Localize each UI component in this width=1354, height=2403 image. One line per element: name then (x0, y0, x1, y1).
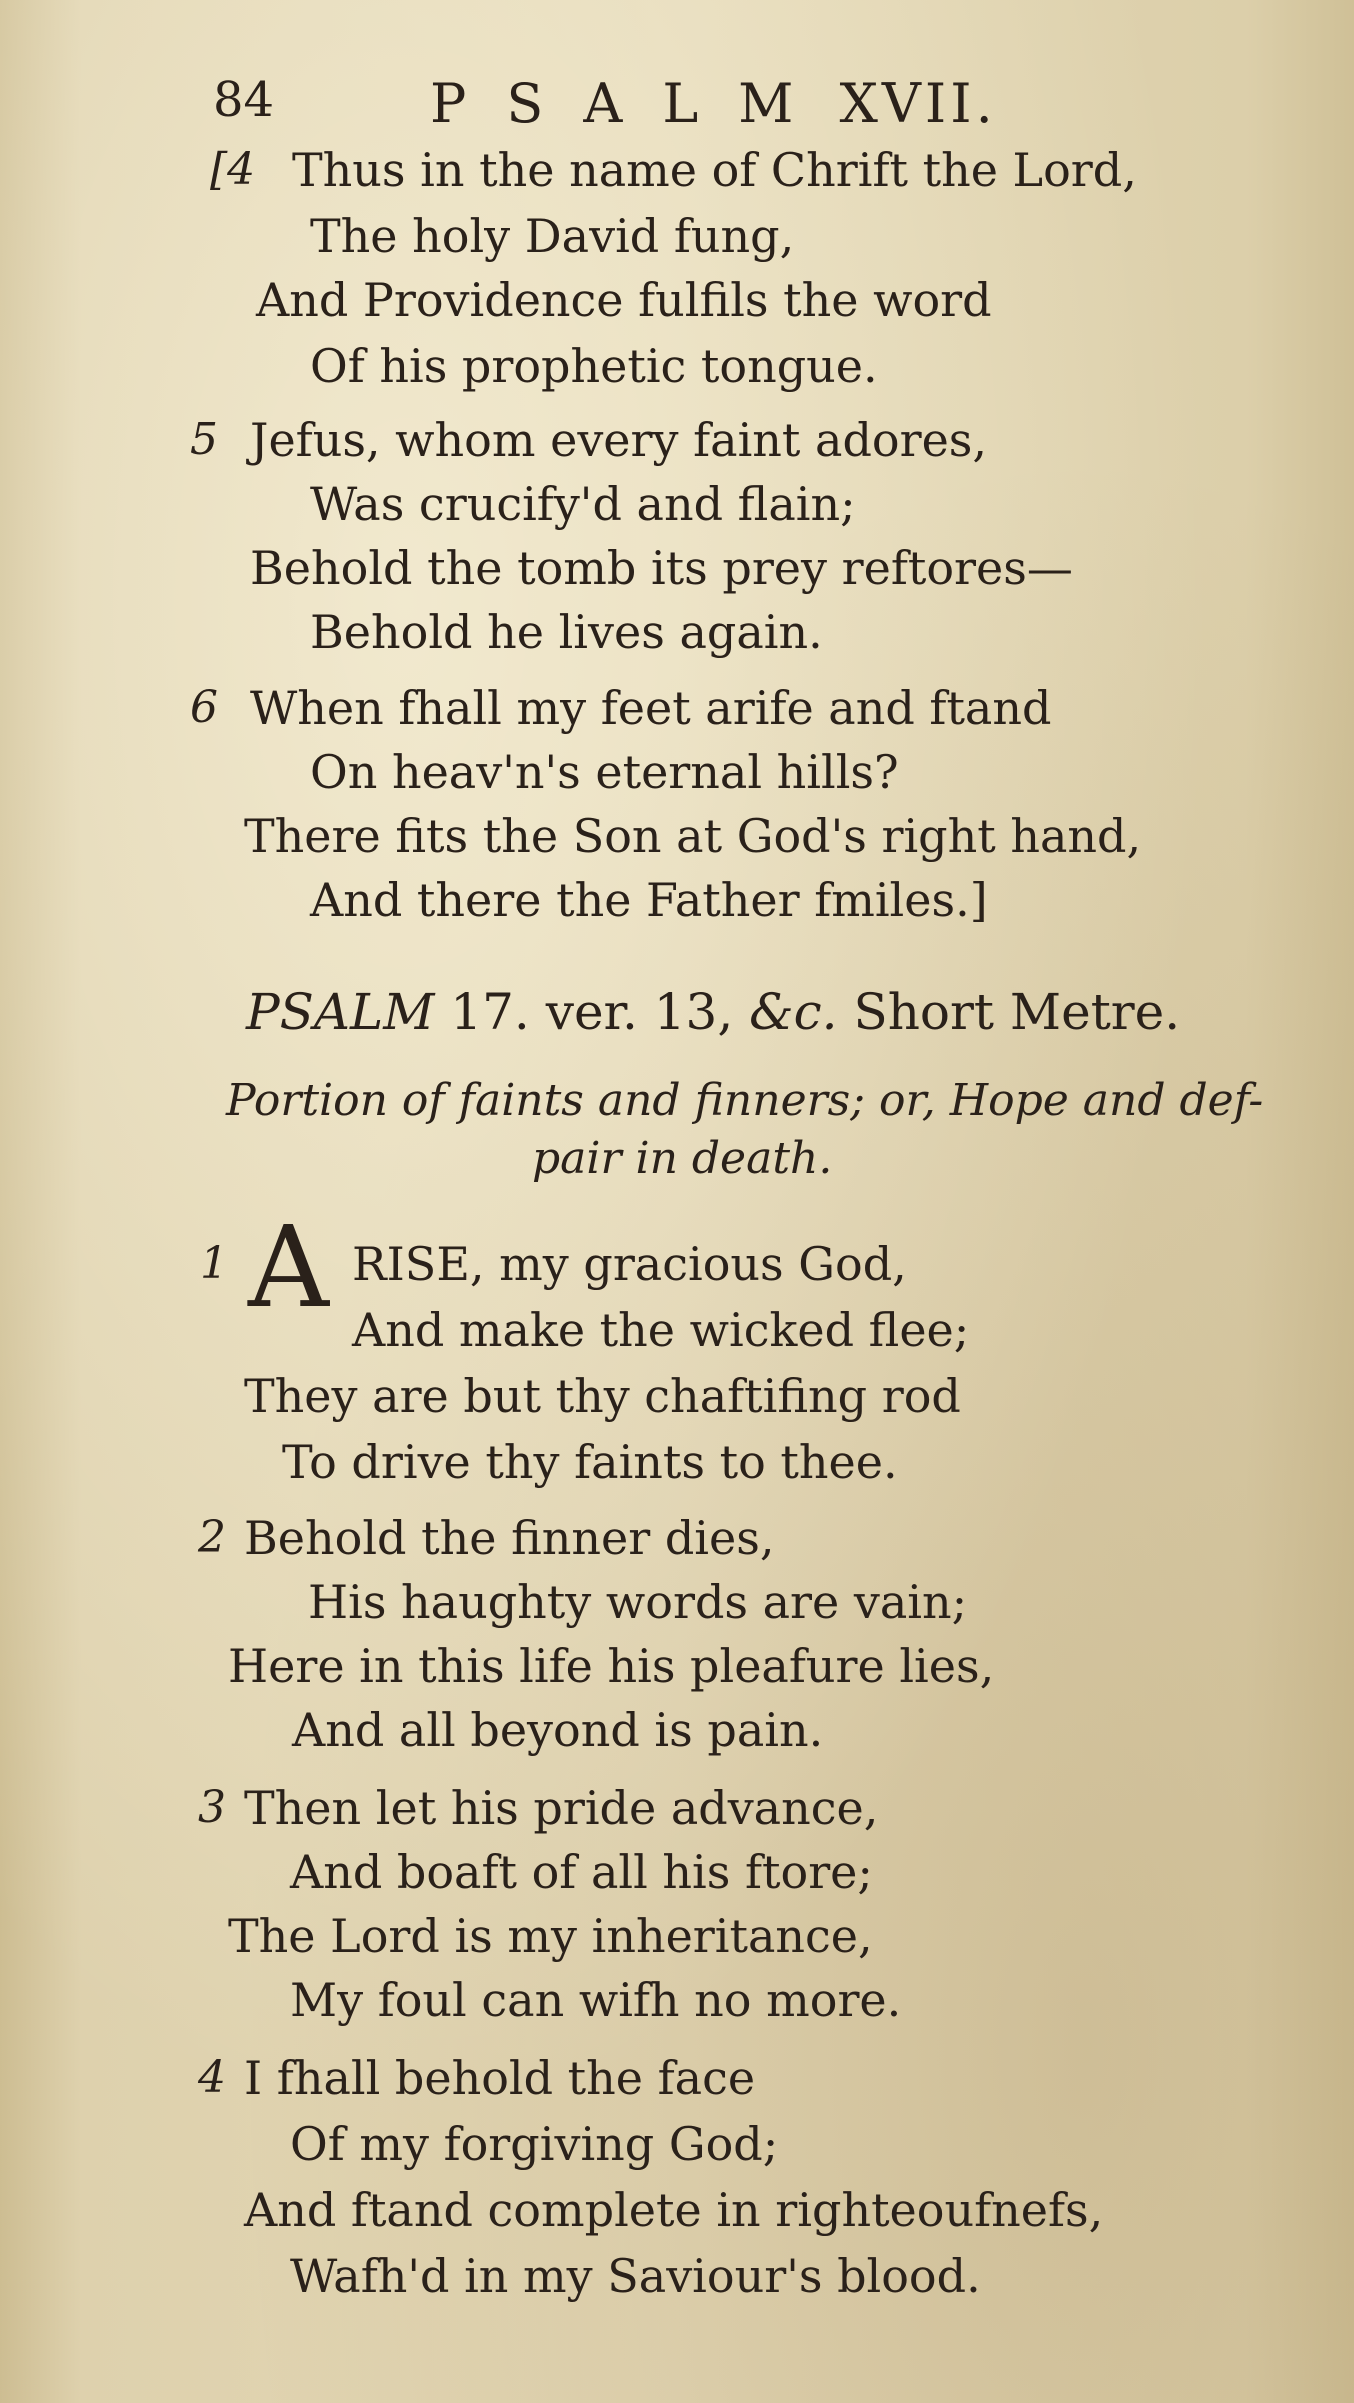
verse-line: When fhall my feet arife and ftand (250, 681, 1052, 735)
verse-line: And Providence fulfils the word (256, 273, 992, 327)
verse-line: RISE, my gracious God, (352, 1237, 907, 1291)
page-header (0, 72, 1354, 142)
verse-line: The holy David fung, (310, 209, 795, 263)
psalm-title-ref: 17. ver. 13, (434, 983, 750, 1041)
psalm-subtitle: pair in death. (532, 1133, 833, 1184)
verse-line: They are but thy chaftifing rod (244, 1369, 961, 1423)
verse-line: And ftand complete in righteoufnefs, (244, 2183, 1104, 2237)
verse-number: 4 (198, 2052, 226, 2103)
verse-line: On heav'n's eternal hills? (310, 745, 899, 799)
psalm-title-metre: Short Metre. (837, 983, 1181, 1041)
verse-line: Behold the tomb its prey reftores— (250, 541, 1073, 595)
verse-line: Thus in the name of Chrift the Lord, (292, 143, 1137, 197)
verse-line: His haughty words are vain; (308, 1575, 968, 1629)
verse-line: Behold he lives again. (310, 605, 823, 659)
verse-line: I fhall behold the face (244, 2051, 756, 2105)
verse-line: Of my forgiving God; (290, 2117, 779, 2171)
verse-number: [4 (210, 144, 256, 195)
verse-line: Then let his pride advance, (244, 1781, 879, 1835)
verse-line: The Lord is my inheritance, (228, 1909, 873, 1963)
verse-line: There fits the Son at God's right hand, (244, 809, 1142, 863)
verse-line: Behold the finner dies, (244, 1511, 775, 1565)
verse-number: 5 (190, 414, 218, 465)
verse-number: 2 (198, 1512, 226, 1563)
verse-number: 3 (198, 1782, 226, 1833)
verse-line: My foul can wifh no more. (290, 1973, 902, 2027)
verse-line: And boaft of all his ftore; (290, 1845, 873, 1899)
psalm-subtitle: Portion of faints and finners; or, Hope and def- (226, 1075, 1264, 1126)
psalm-title-word: PSALM (246, 983, 435, 1041)
page-number: 84 (213, 72, 275, 128)
verse-line: And all beyond is pain. (292, 1703, 824, 1757)
verse-line: And make the wicked flee; (352, 1303, 970, 1357)
verse-line: Jefus, whom every faint adores, (250, 413, 988, 467)
verse-line: And there the Father fmiles.] (310, 873, 988, 927)
psalm-numeral: XVII. (839, 72, 997, 135)
running-title-word: PSALM (430, 72, 834, 135)
verse-line: Wafh'd in my Saviour's blood. (290, 2249, 981, 2303)
verse-line: Here in this life his pleafure lies, (228, 1639, 995, 1693)
drop-cap: A (248, 1203, 329, 1333)
verse-number: 1 (200, 1238, 228, 1289)
running-title (430, 72, 997, 135)
psalm-title-etc: &c. (749, 983, 838, 1041)
verse-line: Was crucify'd and flain; (310, 477, 856, 531)
verse-number: 6 (190, 682, 218, 733)
verse-line: To drive thy faints to thee. (282, 1435, 898, 1489)
verse-line: Of his prophetic tongue. (310, 339, 878, 393)
psalm-title (246, 980, 1180, 1044)
